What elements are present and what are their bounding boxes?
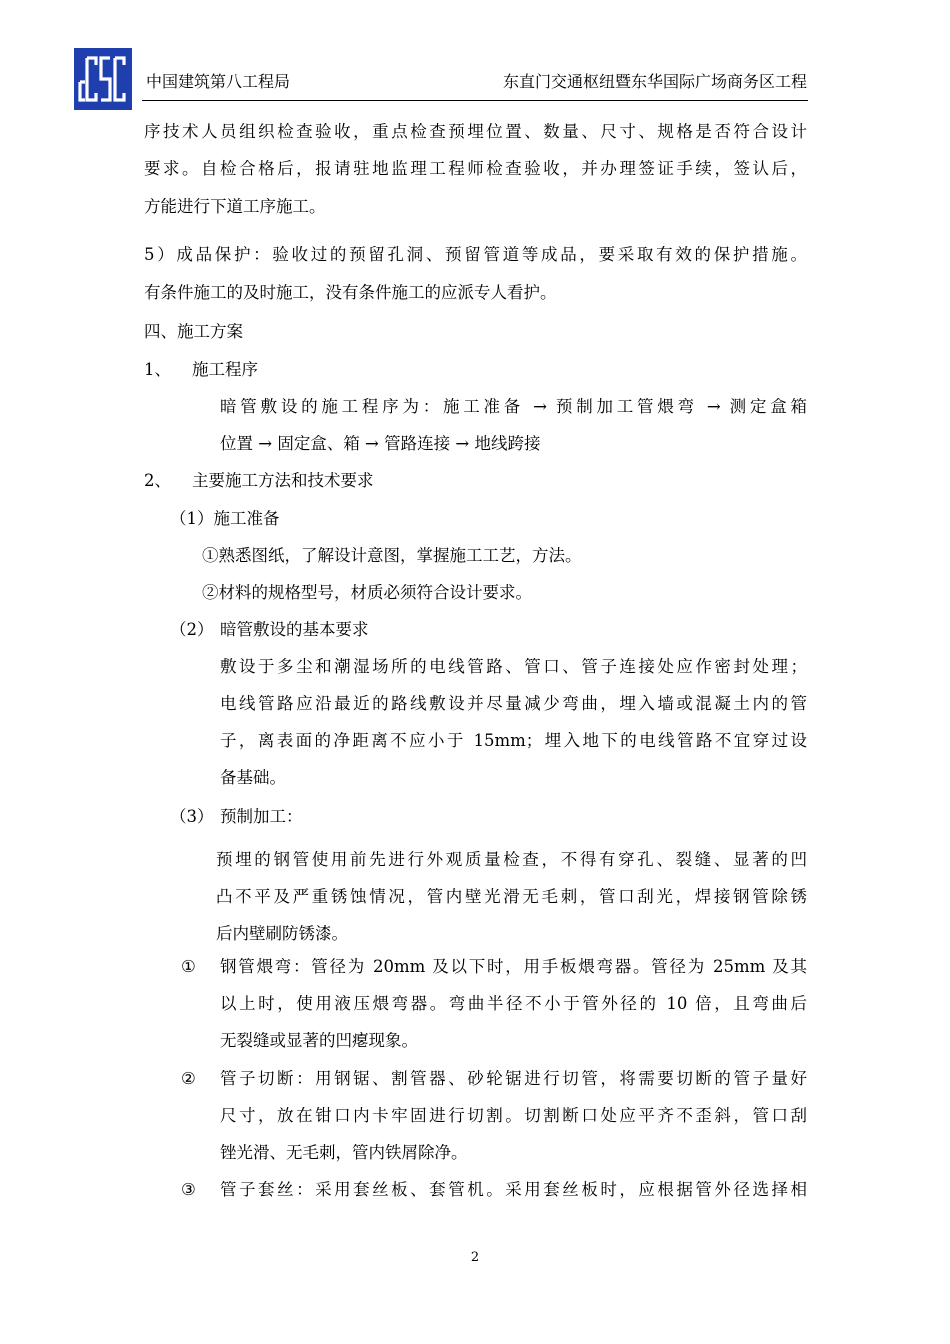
text-line: 以上时，使用液压煨弯器。弯曲半径不小于管外径的 10 倍，且弯曲后 xyxy=(220,994,807,1013)
text-line: 预埋的钢管使用前先进行外观质量检查，不得有穿孔、裂缝、显著的凹 xyxy=(216,850,807,869)
list-marker: ③ xyxy=(181,1180,196,1199)
text-line: 管子套丝：采用套丝板、套管机。采用套丝板时，应根据管外径选择相 xyxy=(220,1180,807,1199)
text-line: 敷设于多尘和潮湿场所的电线管路、管口、管子连接处应作密封处理； xyxy=(220,657,807,676)
sub-heading: 预制加工： xyxy=(220,807,303,826)
text-line: 管子切断：用钢锯、割管器、砂轮锯进行切管，将需要切断的管子量好 xyxy=(220,1069,807,1088)
item-number: 2、 xyxy=(144,471,171,490)
text-line: 位置 → 固定盒、箱 → 管路连接 → 地线跨接 xyxy=(220,434,541,453)
text-line: 暗管敷设的施工程序为：施工准备 → 预制加工管煨弯 → 测定盒箱 xyxy=(220,397,807,416)
sub-number: （3） xyxy=(170,807,214,826)
header-organization: 中国建筑第八工程局 xyxy=(146,72,291,91)
text-line: 方能进行下道工序施工。 xyxy=(144,197,326,216)
sub-heading: 暗管敷设的基本要求 xyxy=(220,620,369,639)
text-line: 5）成品保护：验收过的预留孔洞、预留管道等成品，要采取有效的保护措施。 xyxy=(144,245,807,264)
list-marker: ② xyxy=(181,1069,196,1088)
header-divider xyxy=(142,100,808,101)
text-line: 要求。自检合格后，报请驻地监理工程师检查验收，并办理签证手续，签认后， xyxy=(144,159,807,178)
item-heading: 施工程序 xyxy=(192,360,258,379)
text-line: ②材料的规格型号，材质必须符合设计要求。 xyxy=(202,583,532,602)
item-heading: 主要施工方法和技术要求 xyxy=(192,471,374,490)
text-line: 子，离表面的净距离不应小于 15mm；埋入地下的电线管路不宜穿过设 xyxy=(220,731,807,750)
text-line: 无裂缝或显著的凹瘪现象。 xyxy=(220,1031,418,1050)
item-number: 1、 xyxy=(144,360,171,379)
text-line: 钢管煨弯：管径为 20mm 及以下时，用手板煨弯器。管径为 25mm 及其 xyxy=(220,957,807,976)
page-number: 2 xyxy=(470,1250,480,1265)
text-line: 尺寸，放在钳口内卡牢固进行切割。切割断口处应平齐不歪斜，管口刮 xyxy=(220,1106,807,1125)
sub-number: （2） xyxy=(170,620,214,639)
text-line: 锉光滑、无毛刺，管内铁屑除净。 xyxy=(220,1143,468,1162)
header-project: 东直门交通枢纽暨东华国际广场商务区工程 xyxy=(502,72,807,91)
text-line: ①熟悉图纸，了解设计意图，掌握施工工艺，方法。 xyxy=(202,546,582,565)
text-line: 备基础。 xyxy=(220,768,286,787)
text-line: 后内壁刷防锈漆。 xyxy=(216,924,348,943)
list-marker: ① xyxy=(181,957,196,976)
text-line: 电线管路应沿最近的路线敷设并尽量减少弯曲，埋入墙或混凝土内的管 xyxy=(220,694,807,713)
section-heading: 四、施工方案 xyxy=(144,322,243,341)
cscec-logo-mark xyxy=(74,48,132,110)
text-line: 凸不平及严重锈蚀情况，管内壁光滑无毛刺，管口刮光，焊接钢管除锈 xyxy=(216,887,807,906)
sub-heading: （1）施工准备 xyxy=(170,509,280,528)
text-line: 有条件施工的及时施工，没有条件施工的应派专人看护。 xyxy=(144,283,557,302)
cscec-logo xyxy=(74,48,132,110)
text-line: 序技术人员组织检查验收，重点检查预埋位置、数量、尺寸、规格是否符合设计 xyxy=(144,122,807,141)
